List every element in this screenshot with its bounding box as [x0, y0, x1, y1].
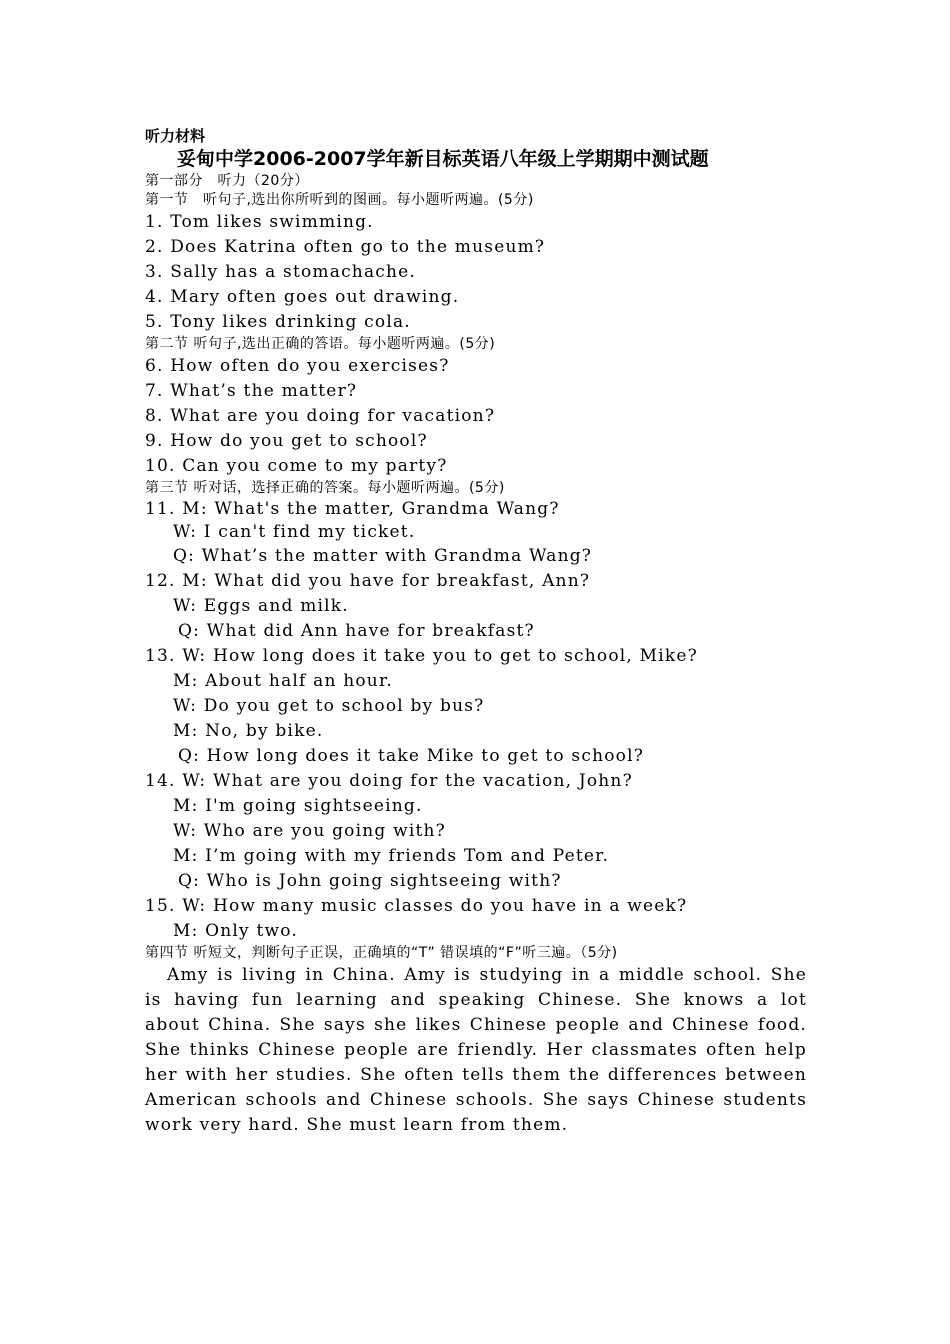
dialogue-line: W: I can't find my ticket.: [173, 522, 416, 542]
sentence-item: 3. Sally has a stomachache.: [145, 262, 417, 282]
section2-heading: 第二节 听句子,选出正确的答语。每小题听两遍。(5分): [145, 336, 496, 352]
sentence-item: 5. Tony likes drinking cola.: [145, 312, 411, 332]
section3-heading: 第三节 听对话，选择正确的答案。每小题听两遍。(5分): [145, 480, 505, 496]
dialogue-first-line: 14. W: What are you doing for the vacation, John?: [145, 771, 633, 791]
dialogue-line: W: Do you get to school by bus?: [173, 696, 485, 716]
section4-heading: 第四节 听短文，判断句子正误，正确填的“T” 错误填的“F”听三遍。（5分): [145, 945, 618, 961]
dialogue-question: Q: What did Ann have for breakfast?: [178, 621, 535, 641]
dialogue-question: Q: Who is John going sightseeing with?: [178, 871, 562, 891]
sentence-item: 1. Tom likes swimming.: [145, 212, 374, 232]
passage-paragraph: Amy is living in China. Amy is studying in a middle school. She is having fun learning and speaking Chinese. She knows a lot about China. She says she likes Chinese people and Chinese food. She thinks Chinese people are friendly. Her classmates often help her with her studies. She often tells them the differences between American schools and Chinese schools. She says Chinese students work very hard. She must learn from them.: [145, 965, 807, 1135]
dialogue-first-line: 12. M: What did you have for breakfast, Ann?: [145, 571, 591, 591]
sentence-item: 10. Can you come to my party?: [145, 456, 448, 476]
dialogue-question: Q: What’s the matter with Grandma Wang?: [173, 546, 593, 566]
listening-material-label: 听力材料: [145, 127, 206, 145]
sentence-item: 8. What are you doing for vacation?: [145, 406, 496, 426]
dialogue-line: M: I'm going sightseeing.: [173, 796, 423, 816]
sentence-item: 9. How do you get to school?: [145, 431, 428, 451]
dialogue-first-line: 15. W: How many music classes do you have in a week?: [145, 896, 688, 916]
section1-heading: 第一节 听句子,选出你所听到的图画。每小题听两遍。(5分): [145, 192, 534, 208]
exam-title: 妥甸中学2006-2007学年新目标英语八年级上学期期中测试题: [177, 148, 709, 170]
dialogue-first-line: 13. W: How long does it take you to get to school, Mike?: [145, 646, 698, 666]
sentence-item: 6. How often do you exercises?: [145, 356, 450, 376]
document-page: [145, 126, 807, 1138]
dialogue-line: M: About half an hour.: [173, 671, 394, 691]
dialogue-line: W: Who are you going with?: [173, 821, 446, 841]
dialogue-line: M: No, by bike.: [173, 721, 324, 741]
dialogue-question: Q: How long does it take Mike to get to school?: [178, 746, 645, 766]
sentence-item: 7. What’s the matter?: [145, 381, 358, 401]
dialogue-line: M: Only two.: [173, 921, 298, 941]
sentence-item: 4. Mary often goes out drawing.: [145, 287, 460, 307]
dialogue-line: W: Eggs and milk.: [173, 596, 349, 616]
part1-heading: 第一部分 听力（20分）: [145, 173, 309, 189]
dialogue-line: M: I’m going with my friends Tom and Peter.: [173, 846, 610, 866]
dialogue-first-line: 11. M: What's the matter, Grandma Wang?: [145, 499, 560, 519]
sentence-item: 2. Does Katrina often go to the museum?: [145, 237, 546, 257]
